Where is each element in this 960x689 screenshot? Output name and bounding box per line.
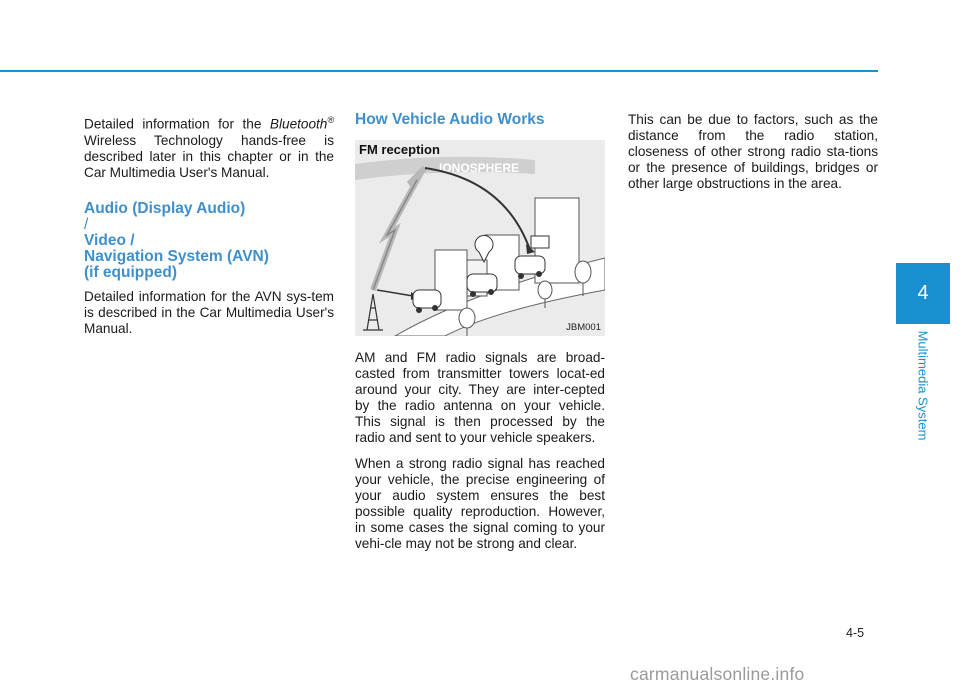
transmitter-tower-icon (363, 294, 383, 330)
chapter-tab[interactable] (896, 263, 950, 324)
bluetooth-line-1: Detailed information for the (84, 116, 262, 132)
chapter-label (911, 318, 935, 452)
avn-title-part2: Video / (84, 231, 135, 249)
registered-mark: ® (327, 115, 335, 125)
avn-paragraph: Detailed information for the AVN sys-tem is described in the Car Multimedia User's Manual. (84, 288, 334, 336)
bluetooth-paragraph (84, 112, 334, 181)
page-number: 4-5 (846, 626, 865, 640)
watermark-brand[interactable]: carmanualsonline.info (630, 664, 805, 684)
bluetooth-line-2: Wireless Technology hands-free is described later in this chapter or in the Car Multimedia User's Manual. (84, 132, 334, 180)
car-1-icon (413, 290, 441, 313)
header-rule (0, 70, 878, 72)
avn-title-line2: Navigation System (AVN) (84, 247, 269, 265)
figure-title: FM reception (359, 142, 440, 157)
avn-title-line3: (if equipped) (84, 263, 177, 281)
column-left (84, 112, 334, 347)
column-right (628, 112, 878, 202)
avn-title-part1: Audio (Display Audio) (84, 199, 246, 217)
chapter-number: 4 (917, 282, 929, 304)
car-3-icon (515, 256, 545, 279)
fm-reception-figure (355, 140, 605, 336)
audio-works-heading: How Vehicle Audio Works (355, 111, 545, 128)
bluetooth-brand: Bluetooth (269, 116, 328, 132)
direct-signal (377, 290, 413, 296)
fm-reception-illustration (355, 140, 605, 336)
audio-paragraph-1: AM and FM radio signals are broad-casted from transmitter towers locat-ed around your city. They are inter-cepted by the radio antenna on your vehicle. This signal is then processed by the radio and sent to your vehicle speakers. (355, 350, 605, 445)
interference-paragraph: This can be due to factors, such as the distance from the radio station, closeness of other strong radio sta-tions or the presence of buildings, bridges or other large obstructions in the area. (628, 112, 878, 191)
avn-section-title (84, 201, 334, 281)
figure-code: JBM001 (566, 322, 601, 333)
chapter-title: Multimedia System (915, 330, 931, 440)
audio-paragraph-2: When a strong radio signal has reached your vehicle, the precise engineering of your audio system ensures the best possible quality reproduction. However, in some cases the signal coming to your vehi-cle may not be strong and clear. (355, 456, 605, 551)
avn-title-slash: / (84, 215, 89, 233)
ionosphere-label: IONOSPHERE (439, 161, 520, 175)
sign-icon (531, 236, 549, 248)
signal-path-icon (373, 168, 425, 290)
column-middle (355, 112, 605, 562)
